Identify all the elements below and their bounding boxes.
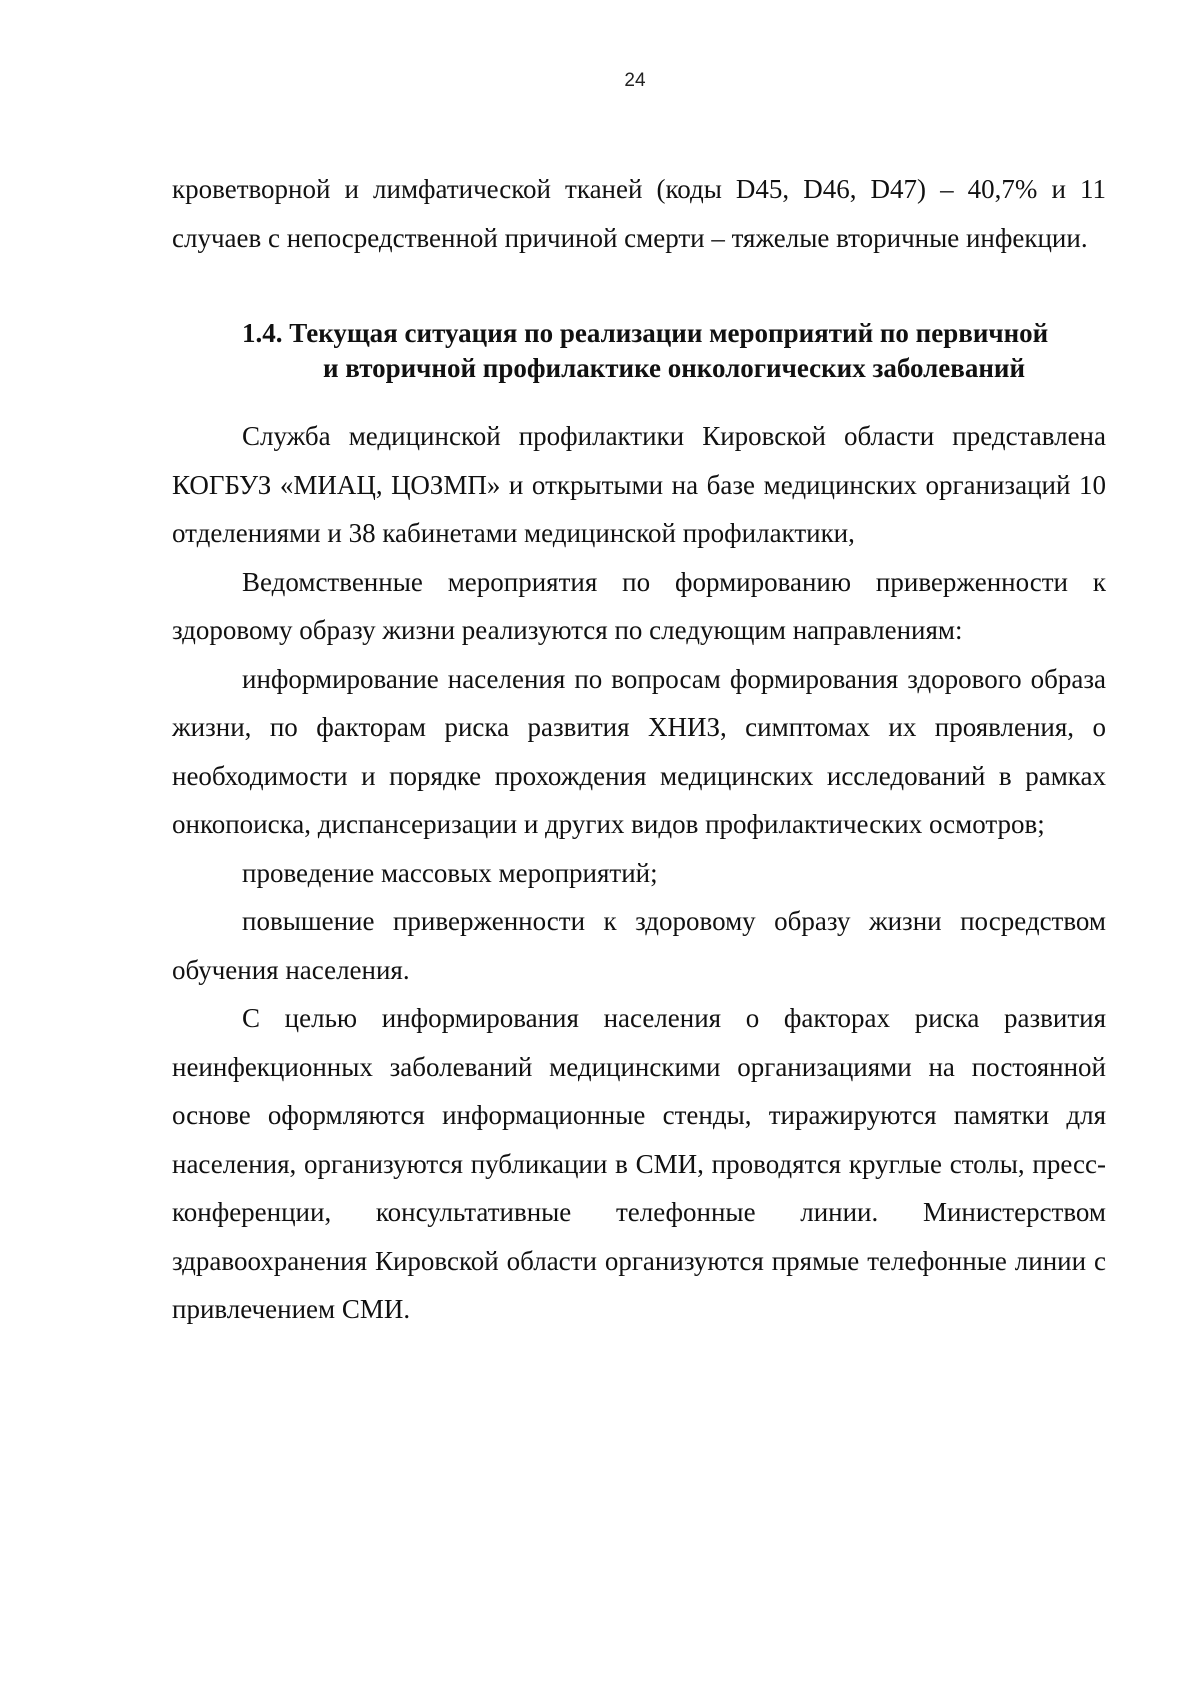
page-number: 24 <box>624 70 646 91</box>
paragraph-information-activities: С целью информирования населения о факторах риска развития неинфекционных заболеваний медицинскими организациями на постоянной основе оформляются информационные стенды, тиражируются памятки для населения, организуются публикации в СМИ, проводятся круглые столы, пресс-конференции, консультативные телефонные линии. Министерством здравоохранения Кировской области организуются прямые телефонные линии с привлечением СМИ. <box>172 1003 1106 1324</box>
paragraph-continuation: кроветворной и лимфатической тканей (коды D45, D46, D47) – 40,7% и 11 случаев с непосредственной причиной смерти – тяжелые вторичные инфекции. <box>172 174 1106 253</box>
paragraph-departmental-measures: Ведомственные мероприятия по формированию приверженности к здоровому образу жизни реализуются по следующим направлениям: <box>172 566 1106 645</box>
paragraph-prevention-service: Служба медицинской профилактики Кировской области представлена КОГБУЗ «МИАЦ, ЦОЗМП» и открытыми на базе медицинских организаций 10 отделениями и 38 кабинетами медицинской профилактики, <box>172 421 1106 548</box>
list-item-education: повышение приверженности к здоровому образу жизни посредством обучения населения. <box>172 906 1106 985</box>
list-item-mass-events: проведение массовых мероприятий; <box>242 857 658 888</box>
document-body <box>172 165 1106 1334</box>
section-heading <box>172 316 1106 386</box>
section-heading-line-2: и вторичной профилактике онкологических заболеваний <box>322 353 1025 383</box>
section-heading-line-1: 1.4. Текущая ситуация по реализации мероприятий по первичной <box>242 318 1049 348</box>
list-item-informing: информирование населения по вопросам формирования здорового образа жизни, по факторам риска развития ХНИЗ, симптомах их проявления, о необходимости и порядке прохождения медицинских исследований в рамках онкопоиска, диспансеризации и других видов профилактических осмотров; <box>172 663 1106 839</box>
